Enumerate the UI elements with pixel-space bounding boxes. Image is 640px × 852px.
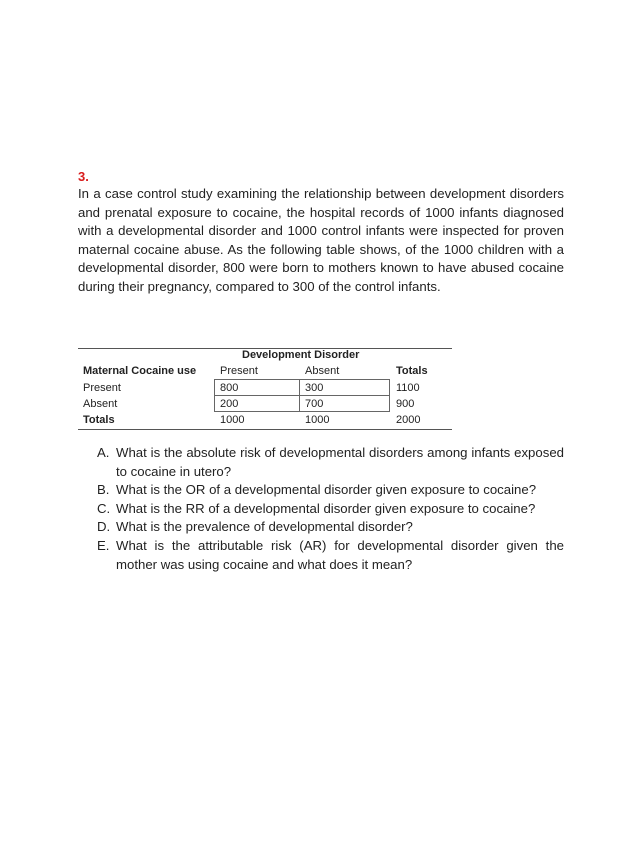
table-cell: 300 (305, 382, 324, 394)
table-cell: 700 (305, 398, 324, 410)
list-item-letter: A. (97, 445, 110, 460)
list-item (97, 500, 564, 519)
table-col-absent: Absent (305, 365, 340, 377)
list-item-text: What is the absolute risk of developmental disorders among infants exposed to cocaine in utero? (116, 445, 564, 479)
sub-question-list (97, 444, 564, 574)
table-row-label: Totals (83, 414, 115, 426)
table-cell: 900 (396, 398, 415, 410)
table-row-label: Absent (83, 398, 118, 410)
list-item-text: What is the prevalence of developmental disorder? (116, 519, 413, 535)
list-item-text: What is the OR of a developmental disorder given exposure to cocaine? (116, 482, 537, 498)
list-item (97, 444, 564, 481)
list-item-letter: E. (97, 537, 110, 553)
table-group-header: Development Disorder (242, 349, 360, 361)
table-cell: 1000 (305, 414, 330, 426)
question-paragraph: In a case control study examining the relationship between development disorders and prenatal exposure to cocaine, the hospital records of 1000 infants diagnosed with a developmental disorder and 1000 control infants were inspected for proven maternal cocaine abuse. As the following table shows, of the 1000 children with a developmental disorder, 800 were born to mothers known to have abused cocaine during their pregnancy, compared to 300 of the control infants. (78, 186, 564, 294)
list-item (97, 518, 564, 537)
contingency-table (78, 348, 452, 430)
table-row-header: Maternal Cocaine use (83, 365, 197, 377)
list-item-letter: C. (97, 500, 111, 516)
table-cell-grid (214, 379, 390, 412)
table-bottom-rule (78, 429, 452, 430)
table-cell: 1000 (220, 414, 245, 426)
question-number: 3. (78, 169, 89, 184)
table-cell: 200 (220, 398, 239, 410)
list-item-text: What is the RR of a developmental disorder given exposure to cocaine? (116, 500, 536, 516)
table-cell: 800 (220, 382, 239, 394)
table-cell: 1100 (396, 382, 420, 394)
table-col-totals: Totals (396, 365, 428, 377)
list-item (97, 537, 564, 574)
table-col-present: Present (220, 365, 258, 377)
list-item (97, 481, 564, 500)
list-item-letter: B. (97, 482, 110, 498)
list-item-text: What is the attributable risk (AR) for developmental disorder given the mother was using cocaine and what does it mean? (116, 537, 564, 572)
list-item-letter: D. (97, 519, 111, 535)
table-row-label: Present (83, 382, 121, 394)
table-cell: 2000 (396, 414, 421, 426)
